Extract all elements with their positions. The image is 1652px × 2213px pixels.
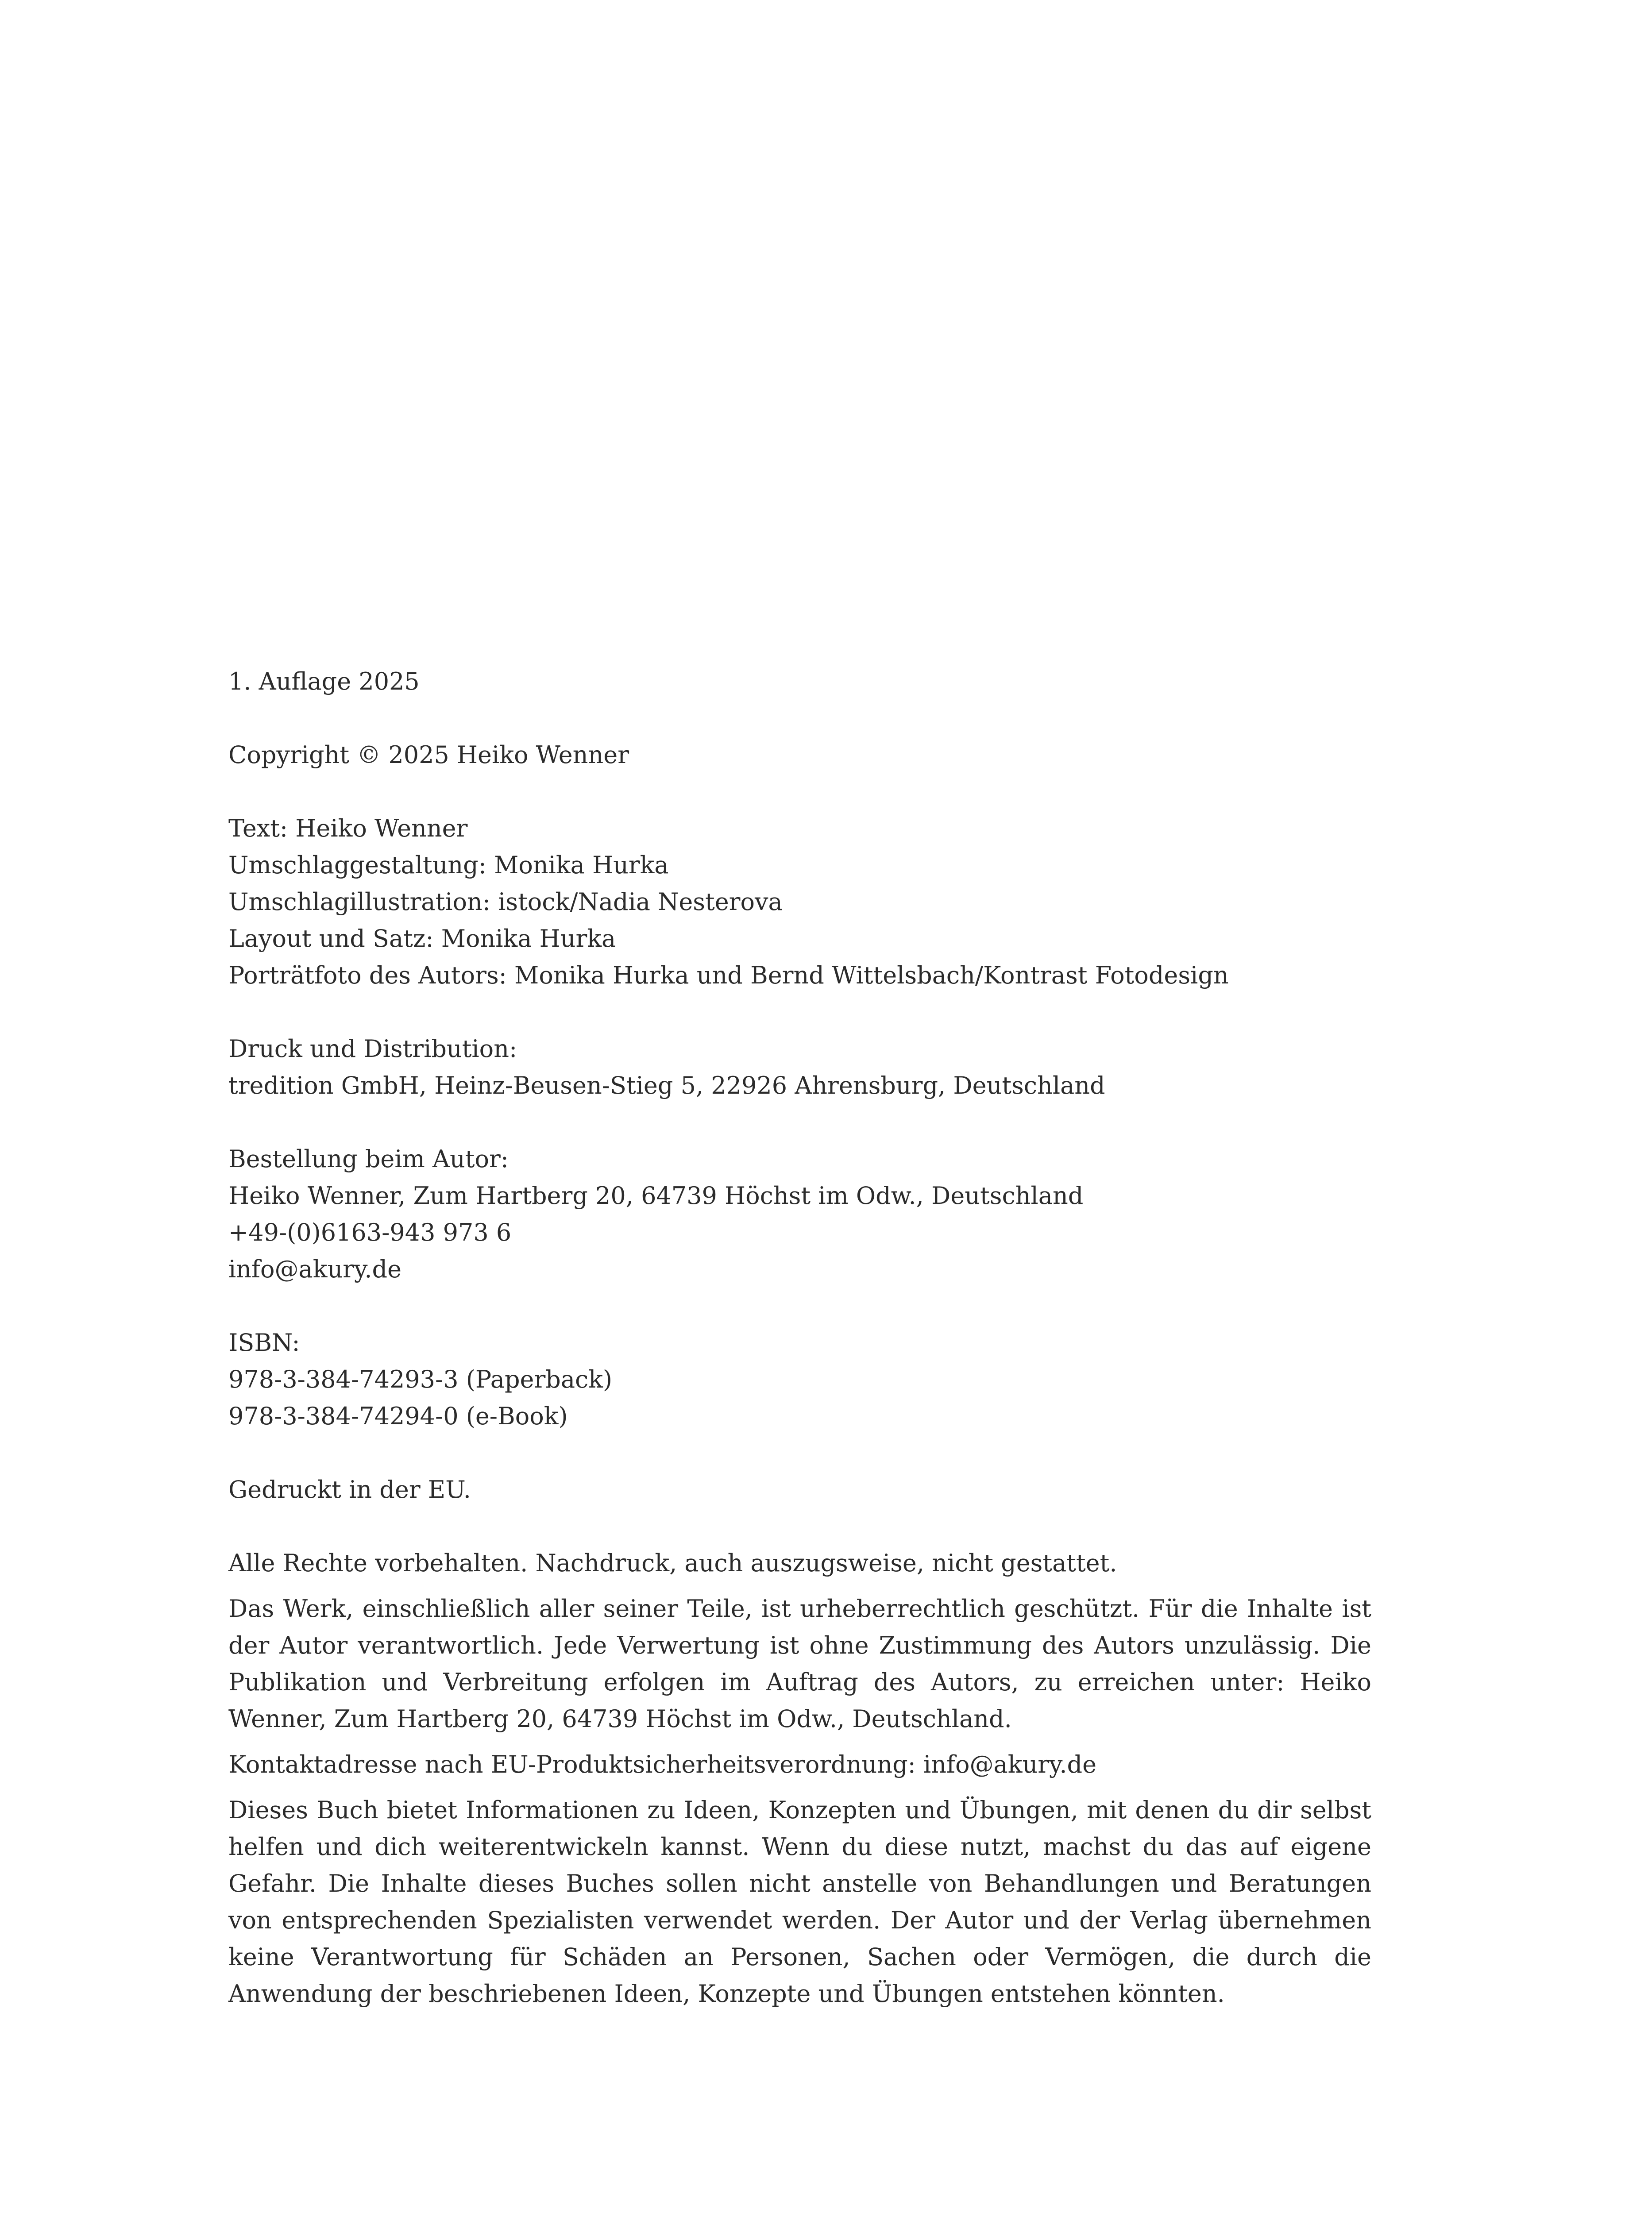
edition: 1. Auflage 2025 xyxy=(228,667,420,695)
disclaimer-paragraph: Dieses Buch bietet Informationen zu Ideen, Konzepten und Übungen, mit denen du dir selbst helfen und dich weiterentwickeln kannst. Wenn du diese nutzt, machst du das auf eigene Gefahr. Die Inhalte dieses Buches sollen nicht anstelle von Behandlungen und Beratungen von entsprechenden Spezialisten verwendet werden. Der Autor und der Verlag übernehmen keine Verantwortung für Schäden an Personen, Sachen oder Vermögen, die durch die Anwendung der beschriebenen Ideen, Konzepte und Übungen entstehen könnten. xyxy=(228,1796,1371,2008)
credit-portrait-photo: Porträtfoto des Autors: Monika Hurka und Bernd Wittelsbach/Kontrast Fotodesign xyxy=(228,961,1229,989)
product-safety-contact: Kontaktadresse nach EU-Produktsicherheitsverordnung: info@akury.de xyxy=(228,1750,1097,1778)
order-phone: +49-(0)6163-943 973 6 xyxy=(228,1218,512,1246)
edition-block xyxy=(228,663,1371,700)
distribution-heading: Druck und Distribution: xyxy=(228,1035,517,1063)
credit-cover-illustration: Umschlagillustration: istock/Nadia Nesterova xyxy=(228,888,783,916)
isbn-block xyxy=(228,1324,1371,1434)
order-address: Heiko Wenner, Zum Hartberg 20, 64739 Höchst im Odw., Deutschland xyxy=(228,1182,1084,1210)
imprint-text xyxy=(228,663,1371,2021)
isbn-heading: ISBN: xyxy=(228,1329,300,1357)
distribution-address: tredition GmbH, Heinz-Beusen-Stieg 5, 22926 Ahrensburg, Deutschland xyxy=(228,1072,1105,1099)
copyright: Copyright © 2025 Heiko Wenner xyxy=(228,741,629,769)
legal-paragraph: Das Werk, einschließlich aller seiner Teile, ist urheberrechtlich geschützt. Für die Inhalte ist der Autor verantwortlich. Jede Verwertung ist ohne Zustimmung des Autors unzulässig. Die Publikation und Verbreitung erfolgen im Auftrag des Autors, zu erreichen unter: Heiko Wenner, Zum Hartberg 20, 64739 Höchst im Odw., Deutschland. xyxy=(228,1595,1371,1733)
distribution-block xyxy=(228,1030,1371,1104)
isbn-ebook: 978-3-384-74294-0 (e-Book) xyxy=(228,1402,568,1430)
credits-block xyxy=(228,810,1371,994)
printed-block xyxy=(228,1471,1371,1508)
isbn-paperback: 978-3-384-74293-3 (Paperback) xyxy=(228,1365,613,1393)
order-email: info@akury.de xyxy=(228,1255,402,1283)
printed-in: Gedruckt in der EU. xyxy=(228,1476,471,1504)
rights-statement: Alle Rechte vorbehalten. Nachdruck, auch auszugsweise, nicht gestattet. xyxy=(228,1549,1117,1577)
credit-text: Text: Heiko Wenner xyxy=(228,814,468,842)
copyright-block xyxy=(228,736,1371,773)
credit-cover-design: Umschlaggestaltung: Monika Hurka xyxy=(228,851,669,879)
credit-layout: Layout und Satz: Monika Hurka xyxy=(228,925,616,952)
order-heading: Bestellung beim Autor: xyxy=(228,1145,509,1173)
order-block xyxy=(228,1141,1371,1288)
